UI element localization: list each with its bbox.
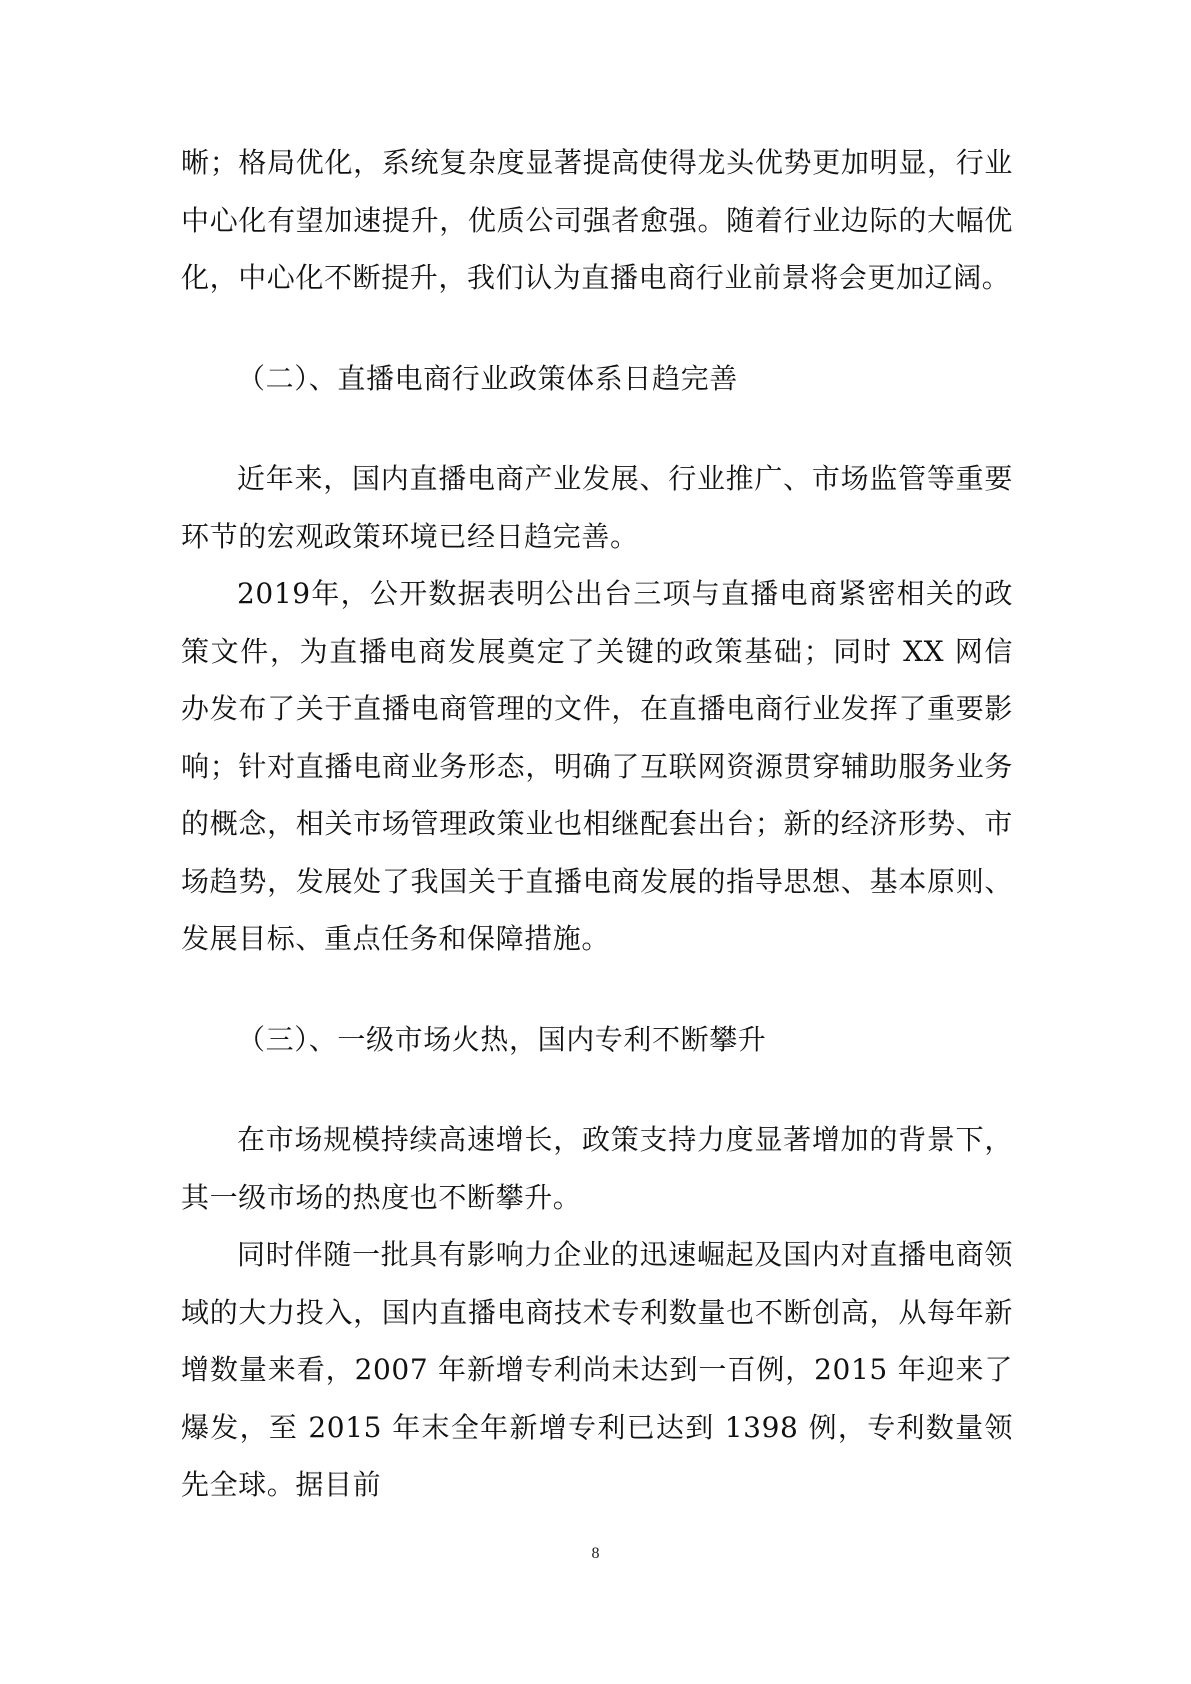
page-number: 8	[591, 1545, 600, 1562]
paragraph-continuation: 晰；格局优化，系统复杂度显著提高使得龙头优势更加明显，行业中心化有望加速提升，优质公司强者愈强。随着行业边际的大幅优化，中心化不断提升，我们认为直播电商行业前景将会更加辽阔。	[181, 146, 1013, 294]
paragraph-policy-intro: 近年来，国内直播电商产业发展、行业推广、市场监管等重要环节的宏观政策环境已经日趋完善。	[181, 462, 1013, 553]
paragraph-patents: 同时伴随一批具有影响力企业的迅速崛起及国内对直播电商领域的大力投入，国内直播电商技术专利数量也不断创高，从每年新增数量来看，2007 年新增专利尚未达到一百例，2015 年迎来了爆发，至 2015 年末全年新增专利已达到 1398 例，专利数量领先全球。据目前	[181, 1238, 1013, 1501]
section-heading-market: （三）、一级市场火热，国内专利不断攀升	[237, 1022, 767, 1056]
paragraph-market-intro: 在市场规模持续高速增长，政策支持力度显著增加的背景下，其一级市场的热度也不断攀升。	[181, 1123, 1013, 1214]
page-body	[181, 134, 1013, 1514]
section-heading-policy: （二）、直播电商行业政策体系日趋完善	[237, 361, 738, 395]
paragraph-policy-detail: 2019年，公开数据表明公出台三项与直播电商紧密相关的政策文件，为直播电商发展奠定了关键的政策基础；同时 XX 网信办发布了关于直播电商管理的文件，在直播电商行业发挥了重要影响；针对直播电商业务形态，明确了互联网资源贯穿辅助服务业务的概念，相关市场管理政策业也相继配套出台；新的经济形势、市场趋势，发展处了我国关于直播电商发展的指导思想、基本原则、发展目标、重点任务和保障措施。	[181, 577, 1013, 955]
